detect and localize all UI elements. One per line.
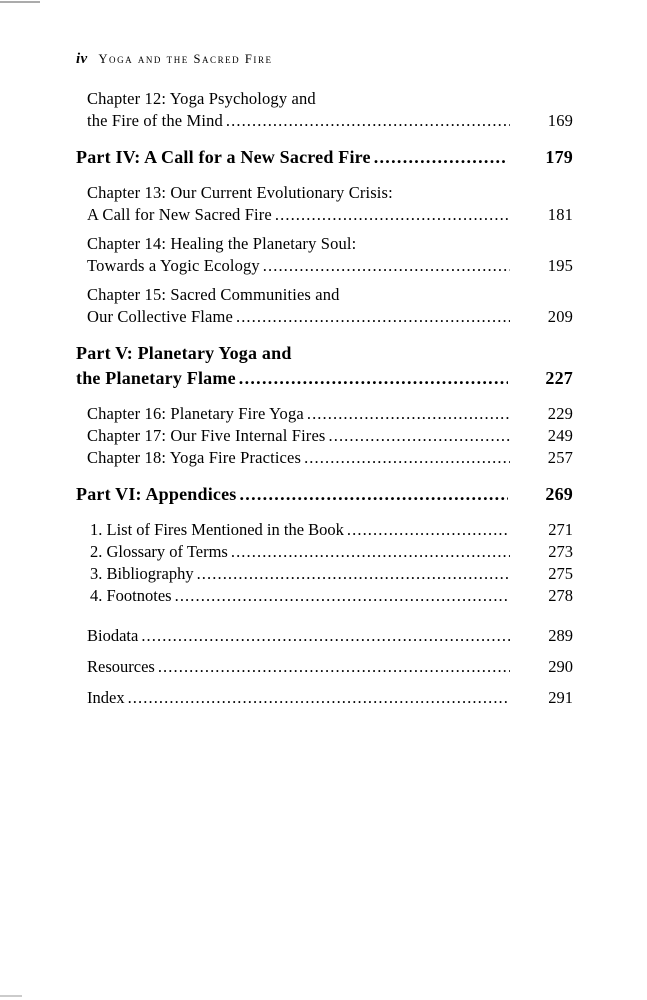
toc-entry-title: Part IV: A Call for a New Sacred Fire — [76, 147, 374, 167]
scan-artifact-top — [0, 1, 40, 3]
toc-entry-title: Chapter 15: Sacred Communities and — [87, 285, 343, 304]
toc-entry-appendix[interactable] — [0, 563, 647, 585]
spacer-before-part — [0, 132, 647, 145]
toc-page-number: 229 — [510, 403, 573, 425]
toc-entry-line — [90, 541, 573, 563]
toc-entry-title: Chapter 17: Our Five Internal Fires — [87, 426, 329, 445]
toc-entry-title: 1. List of Fires Mentioned in the Book — [90, 520, 347, 539]
toc-entry-part[interactable] — [0, 482, 647, 507]
toc-entry-line — [90, 563, 573, 585]
toc-page-number: 249 — [510, 425, 573, 447]
toc-entry-part[interactable] — [0, 341, 647, 391]
toc-entry-line — [87, 255, 573, 277]
toc-entry-title: Chapter 16: Planetary Fire Yoga — [87, 404, 307, 423]
spacer-before-backmatter — [0, 607, 647, 620]
toc-entry-title: Part V: Planetary Yoga and — [76, 343, 295, 363]
toc-entry-chapter[interactable] — [0, 88, 647, 132]
spacer-after-part — [0, 507, 647, 519]
toc-page-number: 179 — [508, 145, 573, 170]
folio-number: iv — [76, 51, 88, 67]
toc-page-number: 227 — [508, 366, 573, 391]
toc-entry-appendix[interactable] — [0, 541, 647, 563]
toc-entry-line — [87, 425, 573, 447]
toc-entry-line — [90, 519, 573, 541]
toc-page-number: 278 — [510, 585, 573, 607]
toc-entry-line — [87, 403, 573, 425]
toc-entry-line — [87, 88, 573, 110]
toc-entry-title: Towards a Yogic Ecology — [87, 256, 263, 275]
toc-entry-line — [76, 482, 573, 507]
spacer-before-part — [0, 469, 647, 482]
toc-entry-title: Chapter 18: Yoga Fire Practices — [87, 448, 304, 467]
toc-entry-chapter[interactable] — [0, 403, 647, 425]
toc-entry-line — [76, 341, 573, 366]
toc-entry-line — [87, 110, 573, 132]
running-head-title: Yoga and the Sacred Fire — [98, 52, 273, 66]
toc-entry-backmatter[interactable] — [0, 620, 647, 651]
toc-page-number: 181 — [510, 204, 573, 226]
toc-entry-line — [87, 233, 573, 255]
toc-entry-title: 4. Footnotes — [90, 586, 175, 605]
toc-entry-title: Resources — [87, 657, 158, 676]
toc-entry-line — [87, 204, 573, 226]
toc-page-number: 275 — [510, 563, 573, 585]
toc-entry-line — [76, 145, 573, 170]
toc-entry-part[interactable] — [0, 145, 647, 170]
toc-entry-line — [87, 651, 573, 682]
toc-entry-title: 3. Bibliography — [90, 564, 197, 583]
toc-page-number: 273 — [510, 541, 573, 563]
spacer-between-chapters — [0, 226, 647, 233]
toc-entry-chapter[interactable] — [0, 425, 647, 447]
toc-entry-title: Part VI: Appendices — [76, 484, 239, 504]
running-head — [76, 51, 273, 67]
toc-page-number: 271 — [510, 519, 573, 541]
toc-entry-chapter[interactable] — [0, 284, 647, 328]
spacer-between-chapters — [0, 277, 647, 284]
scan-artifact-bottom — [0, 995, 22, 997]
toc-entry-line — [87, 284, 573, 306]
dot-leader — [128, 688, 573, 707]
toc-entry-line — [87, 306, 573, 328]
toc-entry-title: Chapter 13: Our Current Evolutionary Crisis: — [87, 183, 396, 202]
dot-leader — [141, 626, 573, 645]
toc-entry-line — [87, 682, 573, 713]
toc-entry-title: 2. Glossary of Terms — [90, 542, 231, 561]
toc-page-number: 209 — [510, 306, 573, 328]
toc-entry-title: Biodata — [87, 626, 141, 645]
toc-entry-line — [76, 366, 573, 391]
toc-entry-line — [87, 620, 573, 651]
toc-page-number: 291 — [510, 682, 573, 713]
toc-entry-title: Chapter 14: Healing the Planetary Soul: — [87, 234, 359, 253]
toc-entry-chapter[interactable] — [0, 447, 647, 469]
toc-entry-line — [90, 585, 573, 607]
spacer-after-part — [0, 170, 647, 182]
toc-entry-line — [87, 182, 573, 204]
toc-page-number: 289 — [510, 620, 573, 651]
toc-page-number: 290 — [510, 651, 573, 682]
toc-entry-title: Index — [87, 688, 128, 707]
toc-entry-appendix[interactable] — [0, 585, 647, 607]
toc-entry-line — [87, 447, 573, 469]
toc-entry-list — [0, 88, 647, 713]
toc-entry-title: A Call for New Sacred Fire — [87, 205, 275, 224]
toc-entry-appendix[interactable] — [0, 519, 647, 541]
toc-page-number: 169 — [510, 110, 573, 132]
spacer-after-part — [0, 391, 647, 403]
toc-entry-title: Chapter 12: Yoga Psychology and — [87, 89, 319, 108]
spacer-before-part — [0, 328, 647, 341]
toc-page-number: 195 — [510, 255, 573, 277]
toc-page-number: 269 — [508, 482, 573, 507]
toc-page-number: 257 — [510, 447, 573, 469]
toc-entry-title: the Planetary Flame — [76, 368, 239, 388]
toc-entry-chapter[interactable] — [0, 233, 647, 277]
toc-entry-chapter[interactable] — [0, 182, 647, 226]
toc-entry-title: Our Collective Flame — [87, 307, 236, 326]
toc-entry-backmatter[interactable] — [0, 682, 647, 713]
toc-entry-backmatter[interactable] — [0, 651, 647, 682]
toc-entry-title: the Fire of the Mind — [87, 111, 226, 130]
